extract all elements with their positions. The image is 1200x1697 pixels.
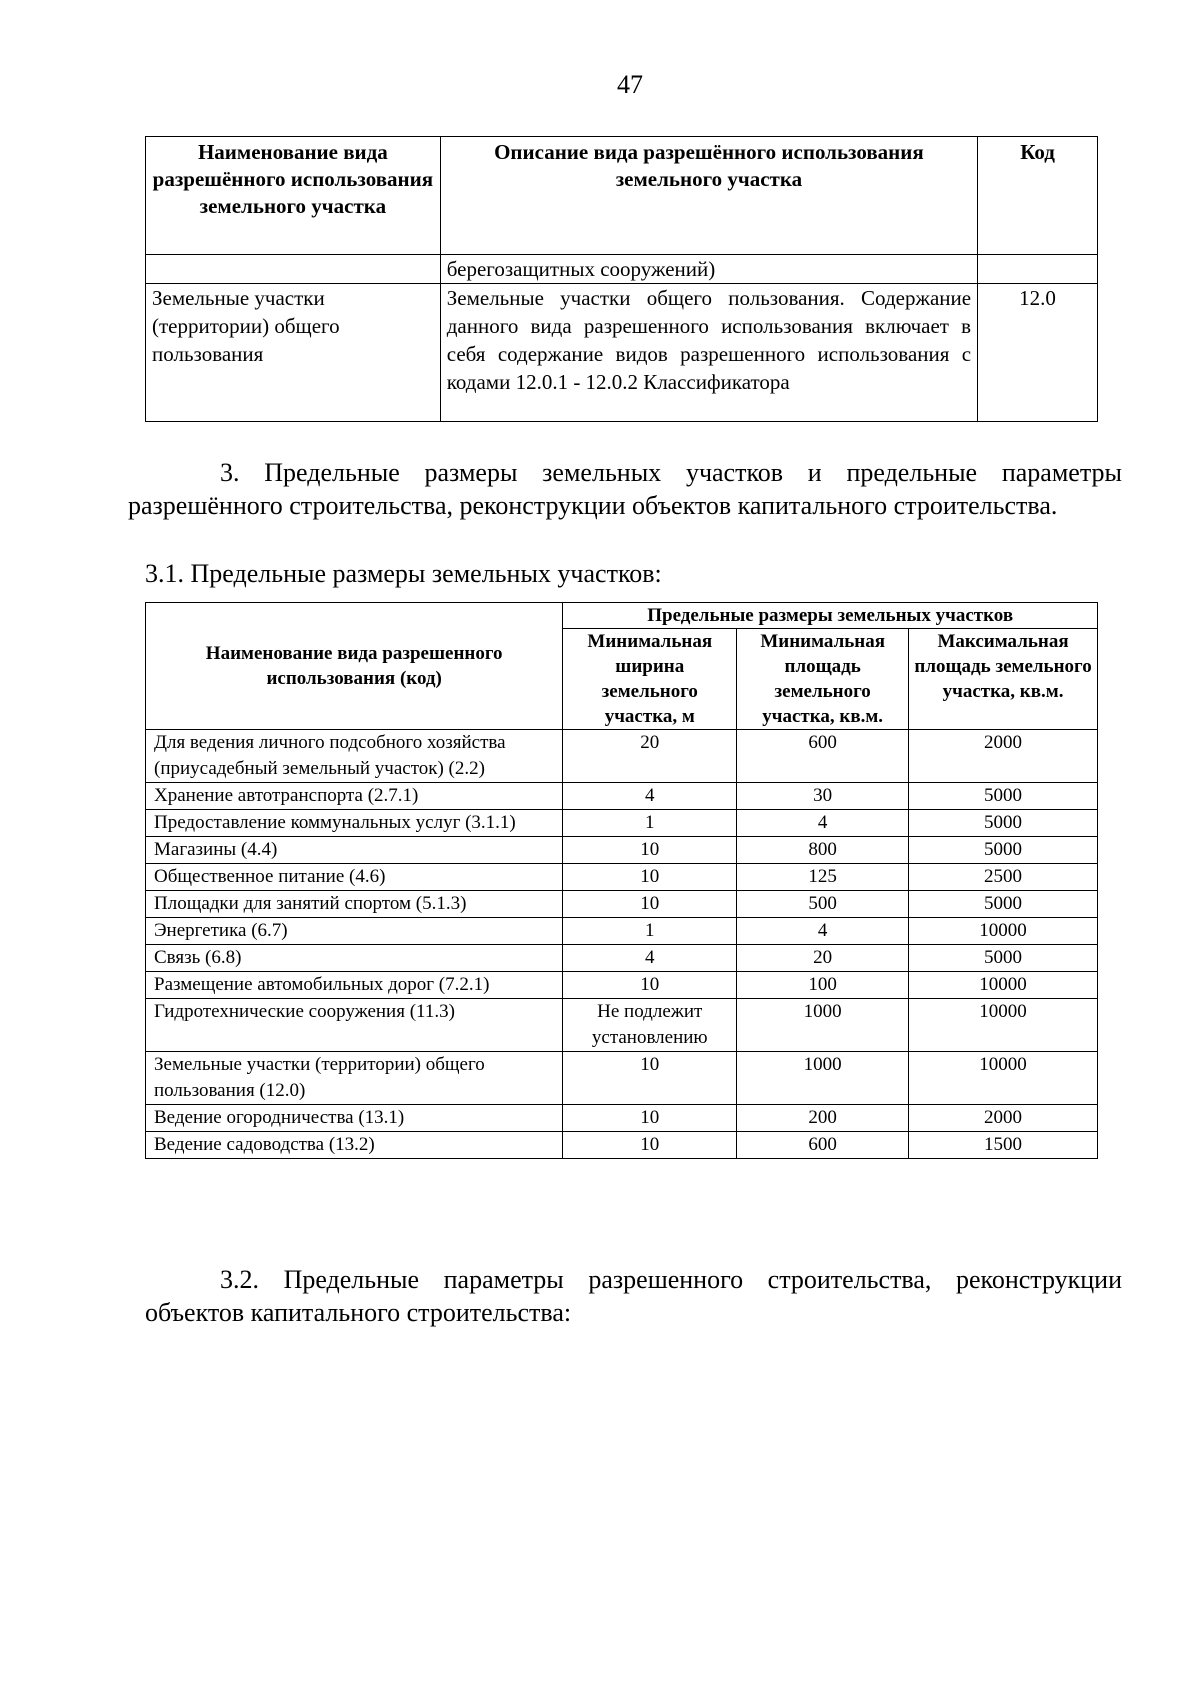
table-cell: 5000 <box>909 783 1098 810</box>
table-cell: 10 <box>563 1105 737 1132</box>
table-cell: Земельные участки общего пользования. Содержание данного вида разрешенного использования включает в себя содержание видов разрешенного использования с кодами 12.0.1 - 12.0.2 Классификатора <box>440 284 977 422</box>
table-cell: 1000 <box>737 999 909 1052</box>
table-cell: 20 <box>737 945 909 972</box>
table-row <box>146 730 1098 783</box>
table-cell: 5000 <box>909 810 1098 837</box>
table-cell: 4 <box>737 918 909 945</box>
table-cell: Общественное питание (4.6) <box>146 864 563 891</box>
table-row <box>146 783 1098 810</box>
table-cell: Земельные участки (территории) общего пользования (12.0) <box>146 1052 563 1105</box>
table-cell: Хранение автотранспорта (2.7.1) <box>146 783 563 810</box>
table-cell: 1000 <box>737 1052 909 1105</box>
table-cell: 10000 <box>909 999 1098 1052</box>
table-cell: 10 <box>563 972 737 999</box>
table-row <box>146 1052 1098 1105</box>
table-row <box>146 972 1098 999</box>
column-header-min-area: Минимальная площадь земельного участка, кв.м. <box>737 629 909 730</box>
table-cell: 20 <box>563 730 737 783</box>
table-cell: Связь (6.8) <box>146 945 563 972</box>
table-cell: 30 <box>737 783 909 810</box>
table-cell: Площадки для занятий спортом (5.1.3) <box>146 891 563 918</box>
table-cell: 10 <box>563 891 737 918</box>
table-cell: 4 <box>737 810 909 837</box>
table-cell: 10 <box>563 864 737 891</box>
table-cell: 800 <box>737 837 909 864</box>
column-header-max-area: Максимальная площадь земельного участка, кв.м. <box>909 629 1098 730</box>
table-cell: 1 <box>563 810 737 837</box>
table-row <box>146 284 1098 422</box>
table-cell <box>146 255 441 284</box>
table-cell: 1500 <box>909 1132 1098 1159</box>
table-cell: 10 <box>563 1132 737 1159</box>
table-cell: 2000 <box>909 1105 1098 1132</box>
column-header-min-width: Минимальная ширина земельного участка, м <box>563 629 737 730</box>
table-cell: 10 <box>563 837 737 864</box>
table-row <box>146 1105 1098 1132</box>
table-row <box>146 891 1098 918</box>
table-cell: 100 <box>737 972 909 999</box>
table-cell: 2000 <box>909 730 1098 783</box>
column-header-code: Код <box>978 137 1098 255</box>
table-row <box>146 837 1098 864</box>
table-row <box>146 945 1098 972</box>
land-use-description-table <box>145 136 1098 422</box>
section-3-1-heading: 3.1. Предельные размеры земельных участков: <box>145 559 662 588</box>
table-cell: Земельные участки (территории) общего пользования <box>146 284 441 422</box>
section-3-heading: 3. Предельные размеры земельных участков и предельные параметры разрешённого строительства, реконструкции объектов капитального строительства. <box>128 458 1122 520</box>
column-header-name: Наименование вида разрешенного использования (код) <box>146 603 563 730</box>
table-cell: 2500 <box>909 864 1098 891</box>
table-cell: 12.0 <box>978 284 1098 422</box>
table-cell: 125 <box>737 864 909 891</box>
table-row <box>146 918 1098 945</box>
column-header-group: Предельные размеры земельных участков <box>563 603 1098 629</box>
table-cell: 1 <box>563 918 737 945</box>
column-header-name: Наименование вида разрешённого использования земельного участка <box>146 137 441 255</box>
table-cell: 200 <box>737 1105 909 1132</box>
table-cell: 600 <box>737 730 909 783</box>
table-cell: Магазины (4.4) <box>146 837 563 864</box>
table-cell: Не подлежит установлению <box>563 999 737 1052</box>
table-cell: 500 <box>737 891 909 918</box>
table-header-row <box>146 137 1098 255</box>
table-cell: 600 <box>737 1132 909 1159</box>
table-cell: 5000 <box>909 945 1098 972</box>
table-cell: Ведение садоводства (13.2) <box>146 1132 563 1159</box>
table-cell: 10000 <box>909 918 1098 945</box>
table-header-row <box>146 603 1098 629</box>
column-header-description: Описание вида разрешённого использования земельного участка <box>440 137 977 255</box>
table-cell: берегозащитных сооружений) <box>440 255 977 284</box>
section-3-2-heading: 3.2. Предельные параметры разрешенного строительства, реконструкции объектов капитального строительства: <box>145 1265 1122 1327</box>
table-row <box>146 255 1098 284</box>
table-cell: 10 <box>563 1052 737 1105</box>
table-cell: 4 <box>563 783 737 810</box>
table-cell: 10000 <box>909 1052 1098 1105</box>
table-cell: 10000 <box>909 972 1098 999</box>
table-row <box>146 810 1098 837</box>
table-cell: Ведение огородничества (13.1) <box>146 1105 563 1132</box>
table-cell: Энергетика (6.7) <box>146 918 563 945</box>
table-cell: 4 <box>563 945 737 972</box>
table-cell: Гидротехнические сооружения (11.3) <box>146 999 563 1052</box>
table-row <box>146 999 1098 1052</box>
table-row <box>146 1132 1098 1159</box>
table-cell: 5000 <box>909 837 1098 864</box>
table-cell: Для ведения личного подсобного хозяйства (приусадебный земельный участок) (2.2) <box>146 730 563 783</box>
table-cell <box>978 255 1098 284</box>
land-plot-size-limits-table <box>145 602 1098 1159</box>
table-cell: 5000 <box>909 891 1098 918</box>
page-number: 47 <box>617 70 643 99</box>
table-cell: Предоставление коммунальных услуг (3.1.1) <box>146 810 563 837</box>
table-cell: Размещение автомобильных дорог (7.2.1) <box>146 972 563 999</box>
table-row <box>146 864 1098 891</box>
